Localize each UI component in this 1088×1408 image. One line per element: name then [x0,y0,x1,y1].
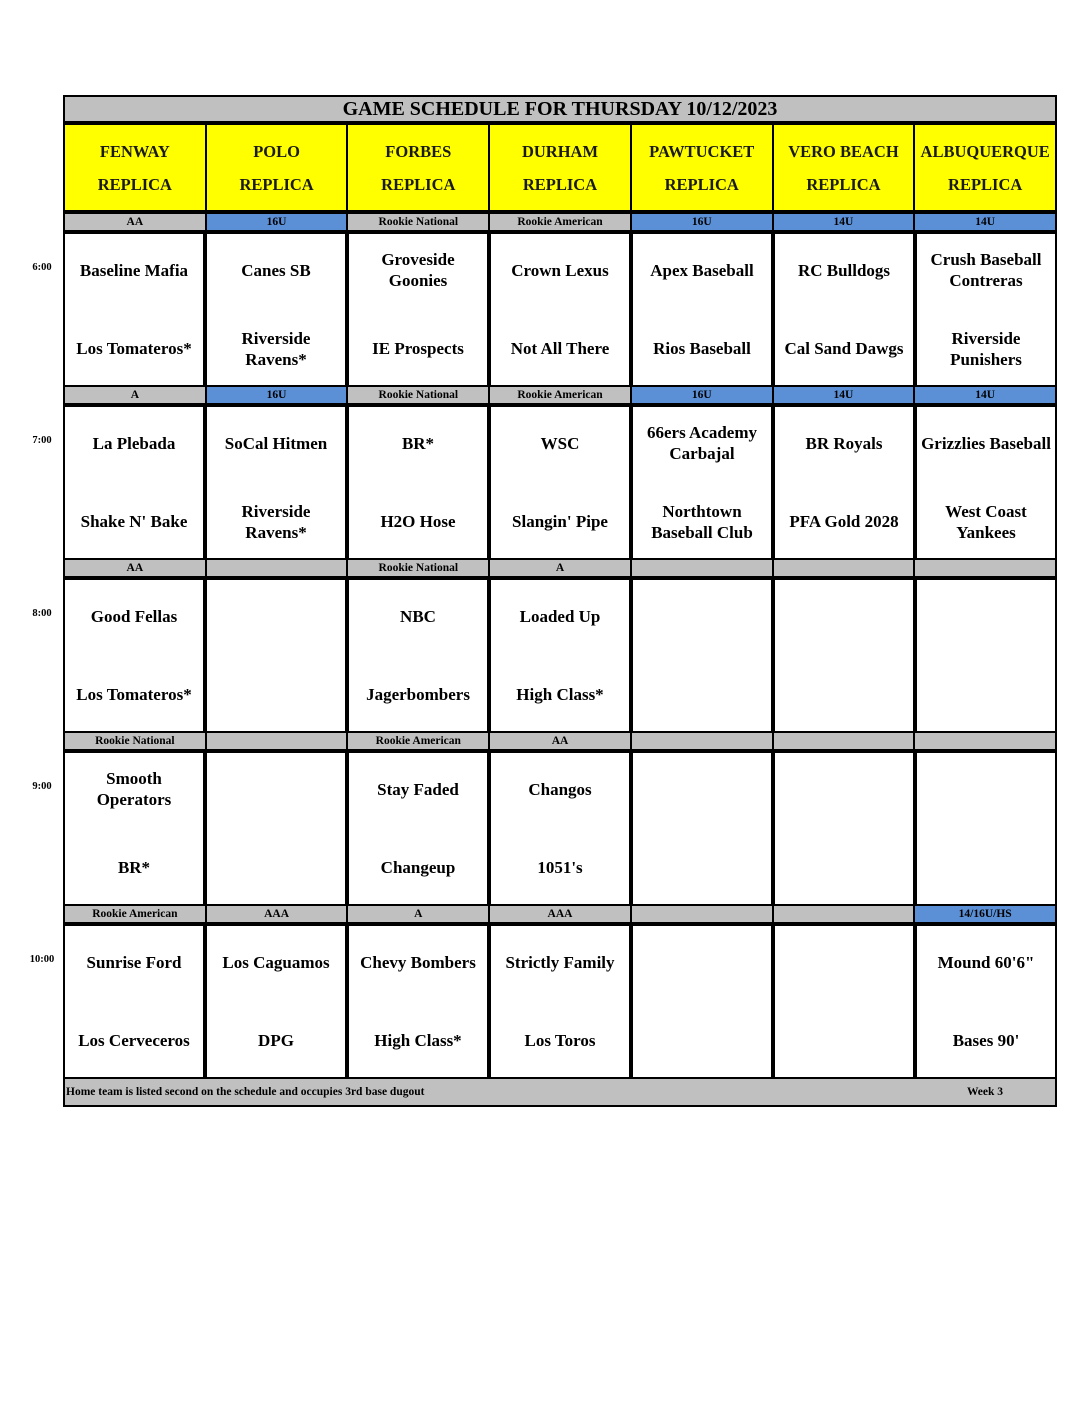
game-cell [633,924,771,1077]
away-team [775,753,913,832]
away-team [633,926,771,1005]
division-label: Rookie American [490,385,630,405]
division-label [774,904,914,924]
home-team: Rios Baseball [653,339,751,359]
game-row [32,232,1057,385]
game-cell [491,751,629,904]
game-cell [917,232,1055,385]
field-header-fenway [65,123,205,212]
field-name: DURHAM [521,141,599,161]
division-row [63,904,1057,924]
home-team: Changeup [380,858,456,878]
away-team: BR* [401,433,435,453]
division-label: 16U [632,385,772,405]
home-team: Los Tomateros* [76,339,192,359]
division-row [63,385,1057,405]
division-label [632,731,772,751]
away-team: Sunrise Ford [86,952,182,972]
home-team: PFA Gold 2028 [789,512,899,532]
game-row [32,751,1057,904]
away-team [917,580,1055,659]
game-cell [491,578,629,731]
division-label: 14U [915,212,1055,232]
game-cell [491,405,629,558]
division-label: A [490,558,630,578]
field-header-albuquerque [915,123,1055,212]
away-team: Good Fellas [90,606,178,626]
game-cell [207,578,345,731]
field-sub: REPLICA [948,174,1023,194]
field-name: ALBUQUERQUE [920,141,1050,161]
away-team: WSC [540,433,580,453]
away-team: Canes SB [241,260,311,280]
division-label [207,558,347,578]
game-cell [775,405,913,558]
home-team [633,832,771,905]
home-team: Riverside Ravens* [241,328,311,369]
division-label: Rookie American [490,212,630,232]
home-team-note: Home team is listed second on the schedule and occupies 3rd base dugout [66,1086,425,1098]
away-team [207,753,345,832]
division-row [63,558,1057,578]
field-name: PAWTUCKET [649,141,755,161]
home-team [207,832,345,905]
division-label: 16U [207,212,347,232]
home-team [633,659,771,732]
away-team: Crown Lexus [511,260,609,280]
field-header-durham [490,123,630,212]
away-team: La Plebada [92,433,176,453]
game-cell [65,924,203,1077]
home-team: High Class* [374,1031,462,1051]
game-cell [917,924,1055,1077]
home-team: Jagerbombers [366,685,470,705]
home-team: Riverside Ravens* [241,501,311,542]
game-cell [633,232,771,385]
away-team: Chevy Bombers [360,952,476,972]
game-cell [491,924,629,1077]
game-cell [65,232,203,385]
game-cell [775,751,913,904]
away-team [775,580,913,659]
division-label: 14U [774,385,914,405]
division-label [915,731,1055,751]
division-row [63,212,1057,232]
game-cell [349,751,487,904]
home-team [207,659,345,732]
away-team: Apex Baseball [650,260,754,280]
home-team [775,1005,913,1078]
field-header-pawtucket [632,123,772,212]
field-sub: REPLICA [806,174,881,194]
time-label: 9:00 [32,781,52,792]
away-team: Grizzlies Baseball [921,433,1051,453]
away-team [917,753,1055,832]
game-cell [207,751,345,904]
game-cell [633,751,771,904]
away-team: Los Caguamos [222,952,330,972]
away-team: Mound 60'6" [937,952,1035,972]
away-team: NBC [400,606,436,626]
division-label [207,731,347,751]
game-cell [65,405,203,558]
game-row [32,405,1057,558]
division-label: A [348,904,488,924]
game-cell [917,405,1055,558]
game-cell [491,232,629,385]
away-team: 66ers Academy Carbajal [646,423,757,464]
division-label: Rookie National [348,385,488,405]
away-team: BR Royals [805,433,883,453]
game-cell [349,578,487,731]
field-sub: REPLICA [381,174,456,194]
division-label: AAA [490,904,630,924]
division-label: Rookie National [348,558,488,578]
division-label [632,558,772,578]
field-name: VERO BEACH [788,141,899,161]
home-team [917,832,1055,905]
time-label: 6:00 [32,262,52,273]
field-sub: REPLICA [664,174,739,194]
game-cell [65,751,203,904]
away-team: RC Bulldogs [797,260,891,280]
field-header-vero-beach [774,123,914,212]
game-cell [349,924,487,1077]
home-team: H2O Hose [380,512,456,532]
home-team: 1051's [537,858,583,878]
away-team: Groveside Goonies [381,250,455,291]
game-cell [207,924,345,1077]
home-team: Los Tomateros* [76,685,192,705]
home-team [633,1005,771,1078]
away-team [633,753,771,832]
game-row [29,924,1057,1077]
home-team: West Coast Yankees [945,501,1027,542]
away-team: SoCal Hitmen [224,433,328,453]
division-label: 16U [207,385,347,405]
division-label: AA [65,212,205,232]
away-team [775,926,913,1005]
field-sub: REPLICA [239,174,314,194]
home-team: Shake N' Bake [80,512,188,532]
division-label [632,904,772,924]
division-label: 14/16U/HS [915,904,1055,924]
division-label: AA [65,558,205,578]
field-header-polo [207,123,347,212]
game-cell [917,751,1055,904]
home-team: BR* [117,858,151,878]
away-team: Changos [528,779,592,799]
away-team: Crush Baseball Contreras [930,250,1042,291]
schedule-sheet [29,95,1057,1107]
time-label: 8:00 [32,608,52,619]
field-name: FENWAY [99,141,170,161]
game-cell [633,578,771,731]
division-label: 14U [915,385,1055,405]
home-team: Cal Sand Dawgs [784,339,904,359]
home-team: Northtown Baseball Club [651,501,753,542]
division-label: Rookie American [65,904,205,924]
home-team: High Class* [516,685,604,705]
schedule-title: GAME SCHEDULE FOR THURSDAY 10/12/2023 [63,95,1057,123]
game-cell [775,578,913,731]
field-name: POLO [253,141,300,161]
home-team: Los Toros [524,1031,596,1051]
home-team: IE Prospects [372,339,464,359]
game-cell [65,578,203,731]
game-cell [775,232,913,385]
home-team [775,832,913,905]
game-cell [917,578,1055,731]
schedule-footer [63,1077,1057,1107]
division-label: 16U [632,212,772,232]
away-team: Stay Faded [377,779,459,799]
division-row [63,731,1057,751]
home-team: Slangin' Pipe [512,512,608,532]
division-label: AA [490,731,630,751]
game-cell [207,232,345,385]
division-label [774,558,914,578]
division-label: AAA [207,904,347,924]
field-sub: REPLICA [522,174,598,194]
home-team: Riverside Punishers [950,328,1022,369]
home-team: DPG [258,1031,294,1051]
away-team [633,580,771,659]
division-label: A [65,385,205,405]
time-label: 10:00 [29,954,55,965]
home-team: Not All There [510,339,610,359]
field-header-forbes [348,123,488,212]
game-cell [775,924,913,1077]
away-team: Strictly Family [505,952,615,972]
division-label [915,558,1055,578]
division-label: Rookie National [65,731,205,751]
home-team [775,659,913,732]
game-cell [633,405,771,558]
division-label [774,731,914,751]
away-team: Loaded Up [519,606,601,626]
home-team: Los Cerveceros [78,1031,190,1051]
field-header-row [63,123,1057,212]
time-slots [29,212,1057,1077]
week-label: Week 3 [966,1086,1004,1098]
game-cell [349,232,487,385]
game-cell [349,405,487,558]
division-label: Rookie American [348,731,488,751]
field-name: FORBES [385,141,452,161]
game-cell [207,405,345,558]
away-team: Smooth Operators [96,769,172,810]
away-team [207,580,345,659]
division-label: Rookie National [348,212,488,232]
game-row [32,578,1057,731]
home-team [917,659,1055,732]
time-label: 7:00 [32,435,52,446]
home-team: Bases 90' [952,1031,1020,1051]
field-sub: REPLICA [97,174,172,194]
away-team: Baseline Mafia [79,260,189,280]
division-label: 14U [774,212,914,232]
